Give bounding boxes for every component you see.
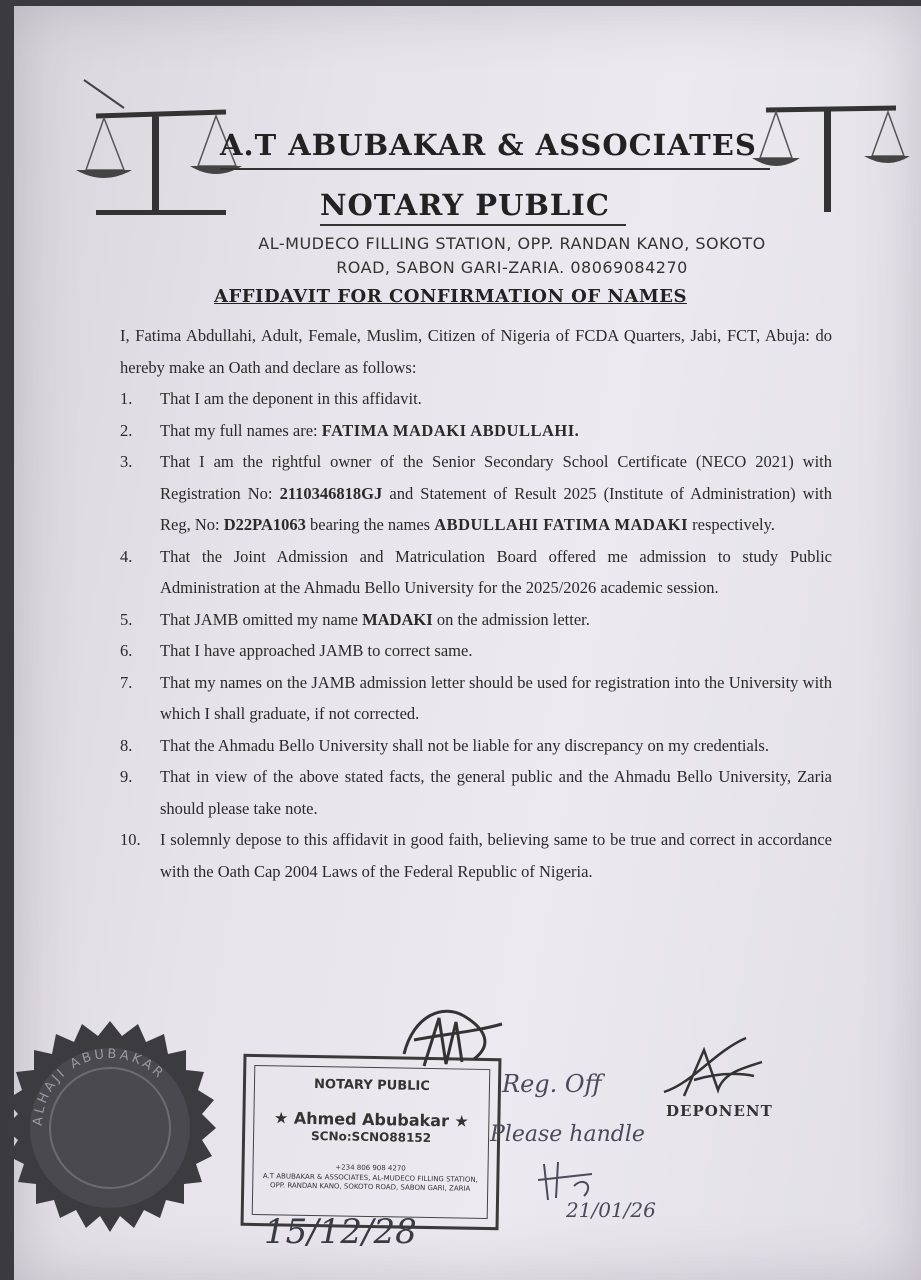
result-reg-number: D22PA1063 [223,515,306,534]
clause-number: 7. [120,672,133,692]
full-names: FATIMA MADAKI ABDULLAHI. [321,420,580,440]
clause-number: 5. [120,609,133,629]
clause-text [160,604,832,636]
clause-1 [120,383,832,415]
clause-number: 3. [120,452,133,471]
clause-text-part: That I am the rightful owner of the Senior Secondary School Certificate (NECO 2021) with Registration No: [160,452,832,503]
deponent-signature [654,1032,774,1102]
clause-3 [120,446,832,541]
clause-text: That in view of the above stated facts, the general public and the Ahmadu Bello University, Zaria should please take note. [160,767,832,818]
stamp-address: A.T ABUBAKAR & ASSOCIATES, AL-MUDECO FILLING STATION, OPP. RANDAN KANO, SOKOTO ROAD, SABON GARI, ZARIA [262,1172,478,1193]
scales-of-justice-right-icon [752,98,912,228]
clause-text-part: respectively. [688,515,775,534]
firm-name-underline [220,168,770,170]
firm-address [192,232,832,280]
affidavit-body [120,320,832,887]
certificate-names: ABDULLAHI FATIMA MADAKI [434,515,689,534]
clause-text: I solemnly depose to this affidavit in good faith, believing same to be true and correct in accordance with the Oath Cap 2004 Laws of the Federal Republic of Nigeria. [160,830,832,881]
clause-text: That my names on the JAMB admission letter should be used for registration into the University with which I shall graduate, if not corrected. [160,672,832,723]
address-line-1: AL-MUDECO FILLING STATION, OPP. RANDAN KANO, SOKOTO [258,234,766,253]
notary-seal-icon [0,1016,220,1246]
clause-number: 4. [120,546,133,566]
handwritten-note-date: 21/01/26 [566,1198,656,1222]
omitted-name: MADAKI [362,609,433,629]
handwritten-note-line2: Please handle [490,1122,645,1147]
clause-number: 8. [120,735,133,755]
clause-10 [120,824,832,887]
clause-text-part: That JAMB omitted my name [160,609,363,629]
stamp-notary-name: ★ Ahmed Abubakar ★ [273,1108,470,1131]
clause-number: 10. [120,830,141,849]
clause-text [160,446,832,541]
clause-number: 9. [120,767,133,786]
stamp-inner-border [252,1065,491,1219]
clause-4 [120,541,832,604]
clause-number: 2. [120,420,133,440]
clause-9 [120,761,832,824]
clause-text-part: That my full names are: [160,420,322,440]
handwritten-note-line1: Reg. Off [502,1070,602,1098]
clause-text-part: bearing the names [305,515,435,534]
deponent-label: DEPONENT [666,1102,773,1120]
firm-name: A.T ABUBAKAR & ASSOCIATES [220,128,757,162]
handwritten-stamp-date: 15/12/28 [264,1212,417,1252]
stamp-name-text: Ahmed Abubakar [293,1108,450,1131]
clause-text-part: on the admission letter. [432,609,590,629]
affidavit-intro: I, Fatima Abdullahi, Adult, Female, Muslim, Citizen of Nigeria of FCDA Quarters, Jabi, FCT, Abuja: do hereby make an Oath and declare as follows: [120,326,832,377]
registration-number: 2110346818GJ [279,483,383,503]
clause-number: 6. [120,641,133,660]
clause-2 [120,415,832,447]
clause-text [160,415,832,447]
stamp-title: NOTARY PUBLIC [313,1076,430,1095]
clause-text-part: and Statement of Result 2025 (Institute of Administration) with Reg, No: [160,483,832,534]
stamp-phone: +234 806 908 4270 [335,1163,406,1173]
clause-text: That I am the deponent in this affidavit. [160,389,422,408]
notary-title-underline [320,224,626,226]
affidavit-heading: AFFIDAVIT FOR CONFIRMATION OF NAMES [214,286,687,307]
clause-number: 1. [120,389,133,408]
clause-8 [120,730,832,762]
notary-stamp [241,1054,502,1230]
clause-5 [120,604,832,636]
address-line-2: ROAD, SABON GARI-ZARIA. 08069084270 [336,258,688,277]
scales-of-justice-left-icon [66,68,246,228]
clause-6 [120,635,832,667]
notary-signature [384,1004,514,1074]
stamp-scn: SCNo:SCNO88152 [310,1128,432,1146]
clause-7 [120,667,832,730]
notary-public-title: NOTARY PUBLIC [320,188,610,222]
clause-text: That the Ahmadu Bello University shall not be liable for any discrepancy on my credentials. [160,735,769,755]
affidavit-paper [14,6,921,1280]
seal-text: ALHAJI ABUBAKAR [30,1046,168,1127]
clause-text: That I have approached JAMB to correct same. [160,641,473,660]
clause-text: That the Joint Admission and Matriculation Board offered me admission to study Public Administration at the Ahmadu Bello University for the 2025/2026 academic session. [160,546,832,597]
